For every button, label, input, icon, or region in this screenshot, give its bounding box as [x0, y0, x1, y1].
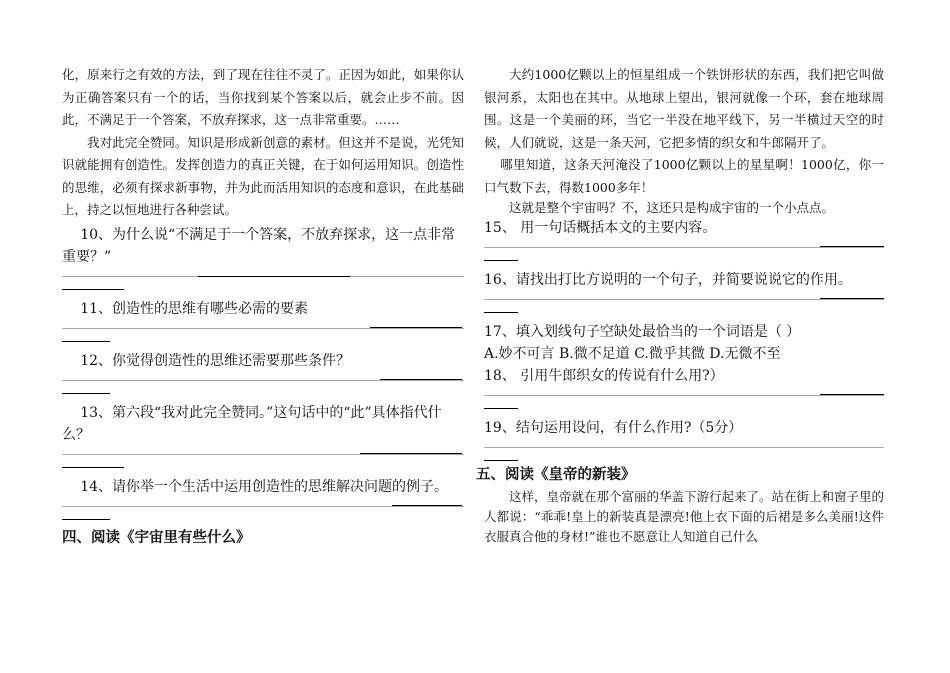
right-column: [476, 64, 885, 547]
question-15: 15、 用一句话概括本文的主要内容。: [484, 220, 717, 236]
question-17-options: A.妙不可言 B.微不足道 C.微乎其微 D.无微不至: [484, 346, 781, 362]
passage-paragraph: 化，原来行之有效的方法，到了现在往往不灵了。正因为如此，如果你认为正确答案只有一个的话，当你找到某个答案以后，就会止步不前。因此，不满足于一个答案，不放弃探求，这一点非常重要。……: [62, 67, 464, 127]
answer-line[interactable]: [484, 439, 884, 463]
left-column: [62, 64, 464, 550]
question-12: 12、你觉得创造性的思维还需要那些条件？: [80, 352, 351, 369]
answer-line[interactable]: [484, 387, 884, 411]
passage-paragraph: 这就是整个宇宙吗？不，这还只是构成宇宙的一个小点点。: [509, 200, 835, 215]
section-heading-4: 四、阅读《宇宙里有些什么》: [62, 528, 251, 546]
passage-paragraph: 我对此完全赞同。知识是形成新创意的素材。但这并不是说，光凭知识就能拥有创造性。发挥创造力的真正关键，在于如何运用知识。创造性的思维，必须有探求新事物，并为此而活用知识的态度和意识，在此基础上，持之以恒地进行各种尝试。: [62, 134, 464, 217]
answer-line[interactable]: [484, 291, 884, 315]
question-13: 13、第六段“我对此完全赞同。”这句话中的“此”具体指代什么？: [62, 404, 442, 443]
question-19: 19、结句运用设问，有什么作用?（5分）: [484, 420, 743, 436]
passage-paragraph: 这样，皇帝就在那个富丽的华盖下游行起来了。站在街上和窗子里的人都说：“乖乖!皇上的新装真是漂亮!他上衣下面的后裙是多么美丽!这件衣服真合他的身材!”谁也不愿意让人知道自己什么: [484, 489, 885, 544]
answer-line[interactable]: [62, 372, 464, 396]
question-11: 11、创造性的思维有哪些必需的要素: [80, 300, 309, 317]
question-14: 14、请你举一个生活中运用创造性的思维解决问题的例子。: [80, 478, 449, 495]
question-10: 10、为什么说“不满足于一个答案，不放弃探求，这一点非常重要？”: [62, 226, 456, 265]
answer-line[interactable]: [62, 498, 464, 522]
passage-paragraph: 哪里知道，这条天河淹没了1000亿颗以上的星星啊！1000亿，你一口气数下去，得数1000多年！: [484, 157, 884, 195]
passage-paragraph: 大约1000亿颗以上的恒星组成一个铁饼形状的东西，我们把它叫做银河系，太阳也在其中。从地球上望出，银河就像一个环，套在地球周围。这是一个美丽的环，当它一半没在地平线下，另一半横过天空的时候，人们就说，这是一条天河，它把多情的织女和牛郎隔开了。: [484, 67, 884, 150]
answer-line[interactable]: [62, 268, 464, 292]
answer-line[interactable]: [484, 239, 884, 263]
answer-line[interactable]: [62, 320, 464, 344]
answer-line[interactable]: [62, 446, 464, 470]
section-heading-5: 五、阅读《皇帝的新装》: [476, 466, 636, 483]
question-17: 17、填入划线句子空缺处最恰当的一个词语是（ ）: [484, 324, 801, 340]
question-16: 16、请找出打比方说明的一个句子，并简要说说它的作用。: [484, 272, 852, 288]
question-18: 18、 引用牛郎织女的传说有什么用?）: [484, 368, 724, 384]
